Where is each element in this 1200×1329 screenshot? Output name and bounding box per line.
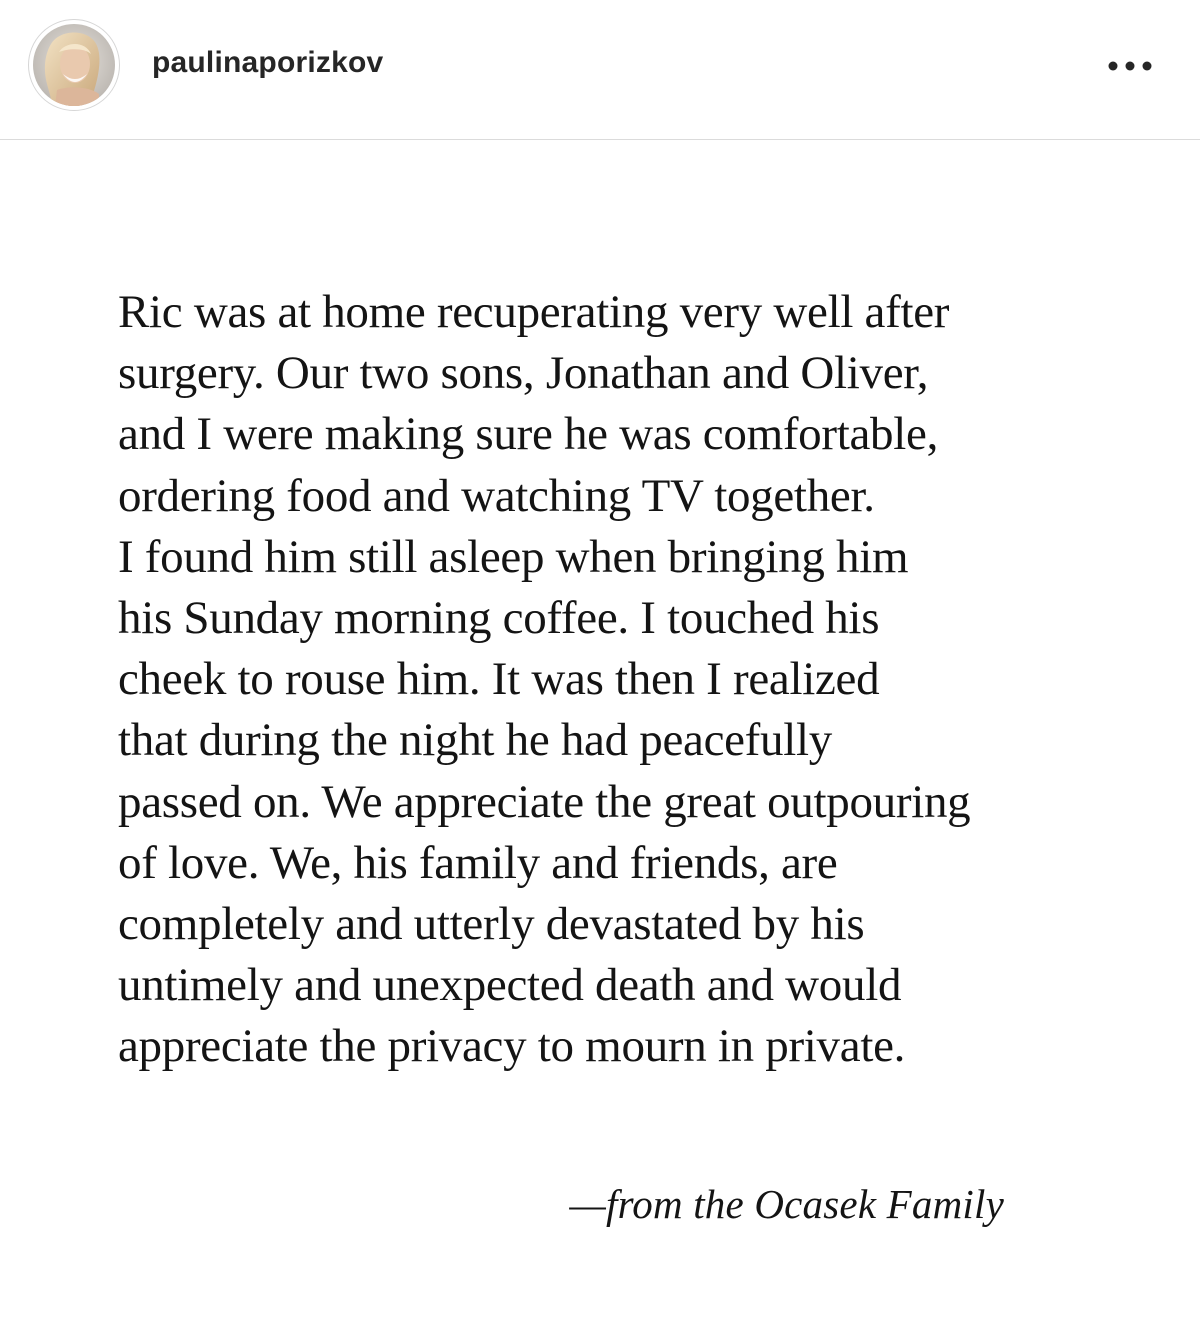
statement-text — [118, 282, 970, 1078]
statement-line: untimely and unexpected death and would — [118, 959, 902, 1012]
statement-line: his Sunday morning coffee. I touched his — [118, 592, 880, 645]
statement-line: and I were making sure he was comfortable, — [118, 408, 939, 461]
statement-signature: —from the Ocasek Family — [569, 1181, 1004, 1227]
username-link[interactable]: paulinaporizkov — [152, 46, 384, 79]
more-options-ellipsis-icon — [1108, 61, 1152, 71]
statement-line: I found him still asleep when bringing him — [118, 530, 909, 583]
avatar[interactable] — [28, 19, 120, 111]
profile-photo-avatar — [33, 24, 115, 106]
post-header — [0, 0, 1200, 140]
statement-line: surgery. Our two sons, Jonathan and Oliver, — [118, 347, 929, 400]
post-image[interactable] — [0, 140, 1200, 1329]
statement-line: appreciate the privacy to mourn in private. — [118, 1020, 906, 1073]
statement-line: completely and utterly devastated by his — [118, 898, 865, 951]
statement-line: passed on. We appreciate the great outpouring — [118, 775, 971, 828]
statement-line: that during the night he had peacefully — [118, 714, 832, 767]
statement-line: cheek to rouse him. It was then I realized — [118, 653, 880, 706]
statement-line: of love. We, his family and friends, are — [118, 836, 838, 889]
statement-line: Ric was at home recuperating very well after — [118, 286, 950, 338]
statement-line: ordering food and watching TV together. — [118, 469, 875, 522]
more-options-button[interactable] — [1100, 48, 1160, 84]
